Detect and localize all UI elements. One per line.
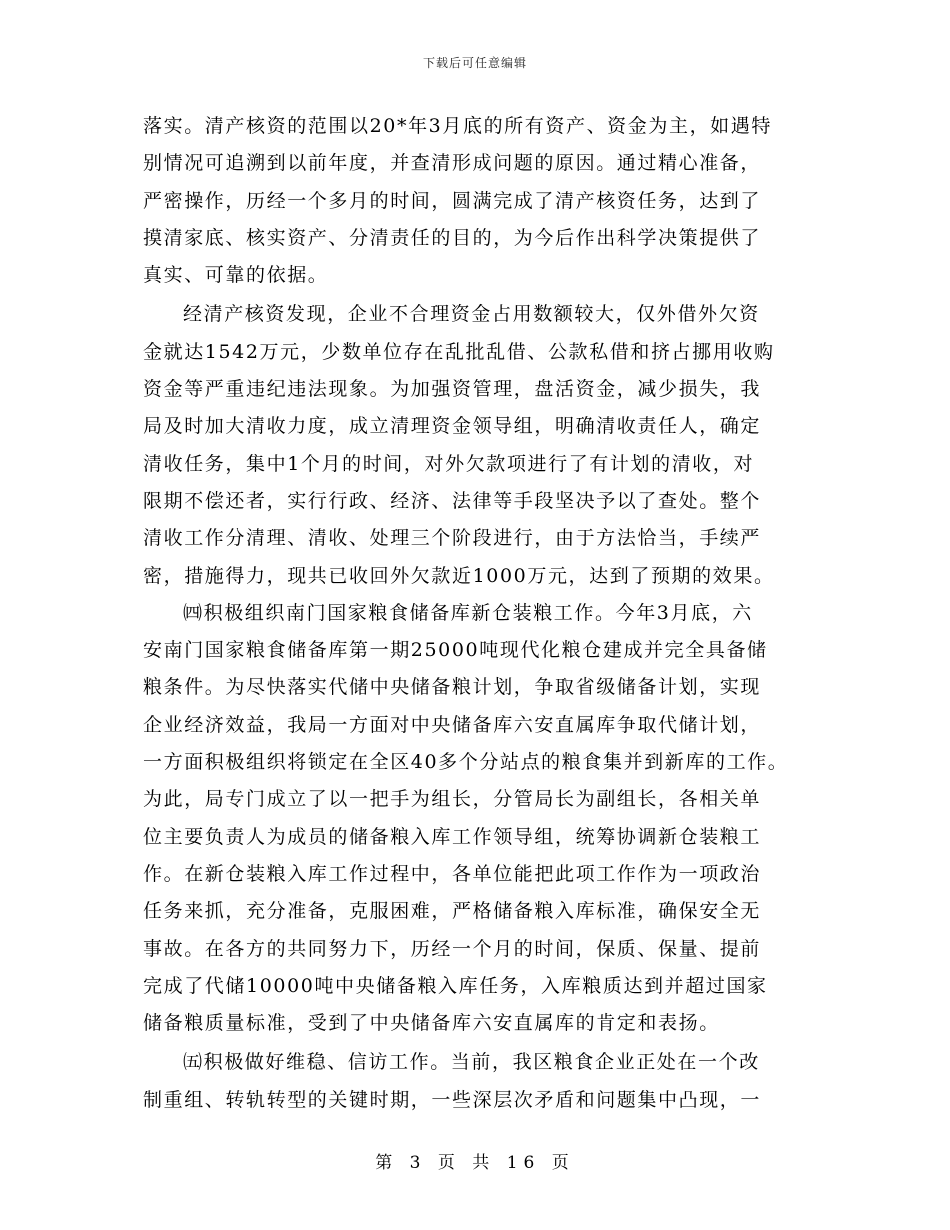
text-line: 作。在新仓装粮入库工作过程中，各单位能把此项工作作为一项政治 [143,862,762,885]
paragraph-start-line: ㈤积极做好维稳、信访工作。当前，我区粮食企业正处在一个改 [183,1051,760,1074]
text-line: 资金等严重违纪违法现象。为加强资管理，盘活资金，减少损失，我 [143,378,762,401]
text-line: 企业经济效益，我局一方面对中央储备库六安直属库争取代储计划， [143,713,762,736]
text-line: 限期不偿还者，实行行政、经济、法律等手段坚决予以了查处。整个 [143,489,762,512]
document-body [143,108,808,1119]
text-line: 事故。在各方的共同努力下，历经一个月的时间，保质、保量、提前 [143,937,762,960]
text-line: 金就达1542万元，少数单位存在乱批乱借、公款私借和挤占挪用收购 [143,340,775,363]
paragraph-start-line: ㈣积极组织南门国家粮食储备库新仓装粮工作。今年3月底，六 [183,601,753,624]
text-line: 别情况可追溯到以前年度，并查清形成问题的原因。通过精心准备， [143,152,762,175]
text-line: 清收工作分清理、清收、处理三个阶段进行，由于方法恰当，手续严 [143,527,762,550]
text-line: 密，措施得力，现共已收回外欠款近1000万元，达到了预期的效果。 [143,564,775,587]
text-line: 落实。清产核资的范围以20*年3月底的所有资产、资金为主，如遇特 [143,115,772,137]
text-line: 严密操作，历经一个多月的时间，圆满完成了清产核资任务，达到了 [143,189,762,212]
text-line: 清收任务，集中1个月的时间，对外欠款项进行了有计划的清收，对 [143,452,755,475]
text-line: 摸清家底、核实资产、分清责任的目的，为今后作出科学决策提供了 [143,226,762,249]
paragraph-start-line: 经清产核资发现，企业不合理资金占用数额较大，仅外借外欠资 [183,303,760,326]
text-line: 真实、可靠的依据。 [143,264,329,287]
text-line: 粮条件。为尽快落实代储中央储备粮计划，争取省级储备计划，实现 [143,676,762,699]
text-line: 完成了代储10000吨中央储备粮入库任务，入库粮质达到并超过国家 [143,974,768,997]
text-line: 制重组、转轨转型的关键时期，一些深层次矛盾和问题集中凸现，一 [143,1088,762,1111]
text-line: 为此，局专门成立了以一把手为组长，分管局长为副组长，各相关单 [143,788,762,811]
page-number-footer: 第 3 页 共 16 页 [375,1153,575,1173]
text-line: 局及时加大清收力度，成立清理资金领导组，明确清收责任人，确定 [143,415,762,438]
text-line: 位主要负责人为成员的储备粮入库工作领导组，统筹协调新仓装粮工 [143,825,762,848]
text-line: 任务来抓，充分准备，克服困难，严格储备粮入库标准，确保安全无 [143,900,762,923]
text-line: 一方面积极组织将锁定在全区40多个分站点的粮食集并到新库的工作。 [143,751,789,774]
text-line: 储备粮质量标准，受到了中央储备库六安直属库的肯定和表扬。 [143,1012,720,1035]
text-line: 安南门国家粮食储备库第一期25000吨现代化粮仓建成并完全具备储 [143,639,768,662]
page-header: 下载后可任意编辑 [422,56,527,70]
